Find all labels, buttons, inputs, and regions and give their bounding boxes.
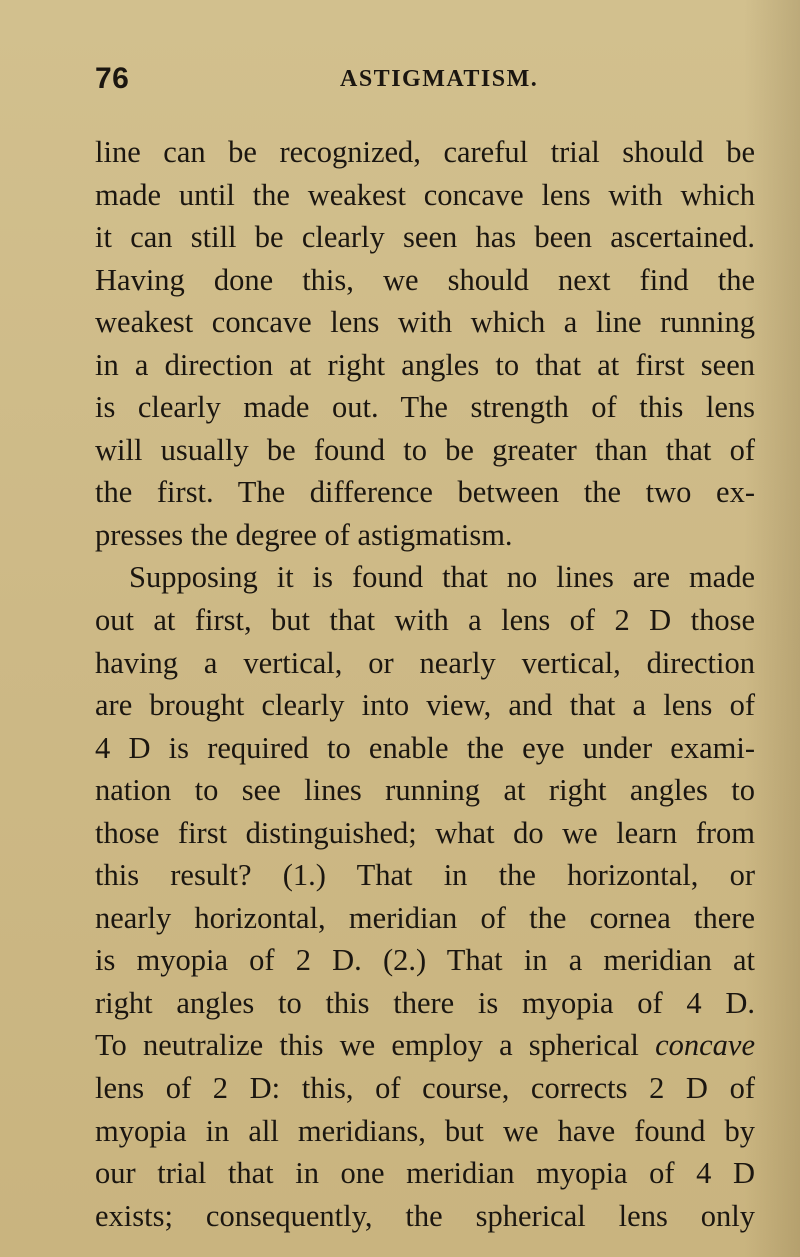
paragraph-end-line: presses the degree of astigmatism. bbox=[95, 517, 513, 552]
text-line-with-italic bbox=[95, 1024, 755, 1067]
text-line: those first distinguished; what do we learn from bbox=[95, 815, 755, 850]
line-text: To neutralize this we employ a spherical bbox=[95, 1028, 639, 1063]
text-line: line can be recognized, careful trial should be bbox=[95, 135, 755, 169]
text-line: Having done this, we should next find the bbox=[95, 262, 755, 297]
text-line: in a direction at right angles to that at first seen bbox=[95, 347, 755, 382]
text-line: are brought clearly into view, and that a lens of bbox=[95, 688, 755, 723]
text-line: right angles to this there is myopia of 4 D. bbox=[95, 985, 755, 1020]
text-line: weakest concave lens with which a line running bbox=[95, 305, 755, 340]
text-line: made until the weakest concave lens with which bbox=[95, 177, 755, 212]
text-line: nation to see lines running at right angles to bbox=[95, 773, 755, 808]
text-line: it can still be clearly seen has been ascertained. bbox=[95, 220, 755, 255]
text-line: lens of 2 D: this, of course, corrects 2 D of bbox=[95, 1071, 755, 1106]
running-head: ASTIGMATISM. bbox=[340, 66, 539, 92]
text-line: will usually be found to be greater than that of bbox=[95, 432, 755, 467]
text-line: this result? (1.) That in the horizontal, or bbox=[95, 858, 755, 893]
body-text bbox=[95, 131, 755, 1237]
text-line: nearly horizontal, meridian of the cornea there bbox=[95, 900, 755, 935]
text-line: 4 D is required to enable the eye under exami- bbox=[95, 730, 755, 765]
page-header bbox=[95, 62, 705, 102]
text-line: myopia in all meridians, but we have found by bbox=[95, 1113, 755, 1148]
page-number: 76 bbox=[95, 62, 130, 95]
text-line: having a vertical, or nearly vertical, direction bbox=[95, 645, 755, 680]
italic-word: concave bbox=[655, 1028, 756, 1063]
text-line: our trial that in one meridian myopia of 4 D bbox=[95, 1156, 755, 1191]
text-line: is myopia of 2 D. (2.) That in a meridian at bbox=[95, 943, 755, 978]
text-line: exists; consequently, the spherical lens only bbox=[95, 1198, 755, 1233]
text-line: is clearly made out. The strength of this lens bbox=[95, 390, 755, 425]
text-line: out at first, but that with a lens of 2 D those bbox=[95, 603, 755, 638]
paragraph-start-line: Supposing it is found that no lines are made bbox=[129, 560, 755, 595]
text-line: the first. The difference between the two ex- bbox=[95, 475, 755, 510]
